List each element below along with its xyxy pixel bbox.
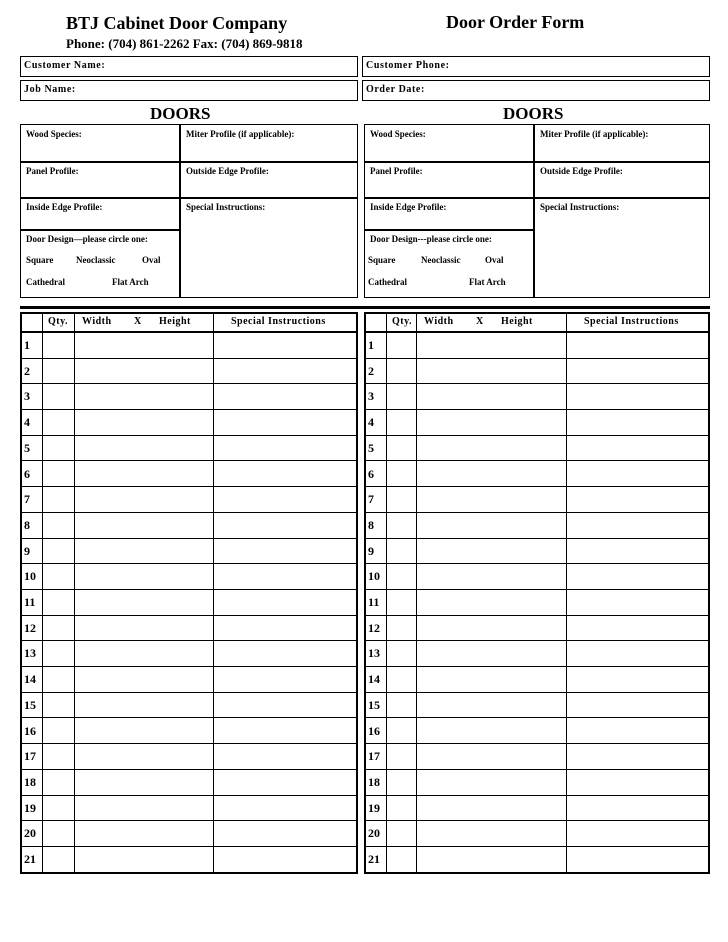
right-row-number: 3 bbox=[368, 389, 374, 404]
table-row[interactable] bbox=[366, 333, 708, 359]
left-special-instructions-field[interactable] bbox=[180, 198, 358, 298]
customer-phone-label: Customer Phone: bbox=[366, 60, 450, 71]
right-row-number: 11 bbox=[368, 595, 380, 609]
left-header-height: Height bbox=[159, 316, 191, 327]
right-header-width: Width bbox=[424, 316, 454, 327]
doors-heading-left: DOORS bbox=[150, 104, 211, 123]
right-row-number: 10 bbox=[368, 569, 380, 584]
right-row-number: 1 bbox=[368, 338, 374, 352]
order-table-left bbox=[20, 312, 358, 874]
right-header-x: X bbox=[476, 316, 484, 327]
table-row[interactable] bbox=[366, 693, 708, 719]
table-row[interactable] bbox=[366, 487, 708, 513]
left-row-number: 14 bbox=[24, 672, 36, 687]
right-option-flat-arch[interactable]: Flat Arch bbox=[469, 277, 506, 287]
left-option-neoclassic[interactable]: Neoclassic bbox=[76, 255, 116, 265]
company-contact: Phone: (704) 861-2262 Fax: (704) 869-9818 bbox=[66, 36, 303, 51]
right-wood-species-field[interactable] bbox=[364, 124, 534, 162]
right-inside-edge-field[interactable] bbox=[364, 198, 534, 230]
right-row-number: 4 bbox=[368, 415, 374, 430]
left-row-number: 19 bbox=[24, 800, 36, 815]
right-miter-profile-field[interactable] bbox=[534, 124, 710, 162]
company-name: BTJ Cabinet Door Company bbox=[66, 13, 288, 33]
right-row-number: 14 bbox=[368, 672, 380, 687]
right-row-number: 8 bbox=[368, 517, 374, 532]
left-inside-edge-label: Inside Edge Profile: bbox=[26, 202, 103, 212]
order-table-right bbox=[364, 312, 710, 874]
table-row[interactable] bbox=[366, 539, 708, 565]
right-door-design-box bbox=[364, 230, 534, 298]
customer-phone-field[interactable] bbox=[362, 56, 710, 77]
right-row-number: 16 bbox=[368, 723, 380, 738]
right-row-number: 2 bbox=[368, 363, 374, 378]
right-option-cathedral[interactable]: Cathedral bbox=[368, 277, 407, 287]
table-row[interactable] bbox=[366, 847, 708, 873]
table-row[interactable] bbox=[22, 641, 356, 667]
table-row[interactable] bbox=[22, 719, 356, 745]
right-row-number: 17 bbox=[368, 749, 380, 764]
table-row[interactable] bbox=[366, 513, 708, 539]
left-option-flat-arch[interactable]: Flat Arch bbox=[112, 277, 149, 287]
table-row[interactable] bbox=[22, 539, 356, 565]
table-row[interactable] bbox=[366, 770, 708, 796]
left-header-special: Special Instructions bbox=[231, 316, 326, 327]
job-name-field[interactable] bbox=[20, 80, 358, 101]
right-header-qty: Qty. bbox=[392, 316, 413, 327]
left-row-number: 16 bbox=[24, 723, 36, 738]
right-row-number: 21 bbox=[368, 852, 380, 866]
table-row[interactable] bbox=[366, 719, 708, 745]
right-row-number: 20 bbox=[368, 826, 380, 841]
table-row[interactable] bbox=[366, 384, 708, 410]
right-header-height: Height bbox=[501, 316, 533, 327]
right-option-square[interactable]: Square bbox=[368, 255, 396, 265]
left-option-square[interactable]: Square bbox=[26, 255, 54, 265]
table-row[interactable] bbox=[22, 384, 356, 410]
table-top-rule bbox=[20, 306, 710, 309]
right-outside-edge-label: Outside Edge Profile: bbox=[540, 166, 623, 176]
left-option-cathedral[interactable]: Cathedral bbox=[26, 277, 65, 287]
right-outside-edge-field[interactable] bbox=[534, 162, 710, 198]
table-row[interactable] bbox=[366, 564, 708, 590]
right-inside-edge-label: Inside Edge Profile: bbox=[370, 202, 447, 212]
table-row[interactable] bbox=[22, 796, 356, 822]
left-row-number: 13 bbox=[24, 646, 36, 661]
left-row-number: 9 bbox=[24, 543, 30, 558]
left-door-design-label: Door Design—please circle one: bbox=[26, 234, 148, 244]
left-row-number: 10 bbox=[24, 569, 36, 584]
form-title: Door Order Form bbox=[446, 12, 585, 32]
right-row-number: 5 bbox=[368, 440, 374, 455]
right-row-number: 6 bbox=[368, 466, 374, 481]
table-row[interactable] bbox=[366, 744, 708, 770]
left-row-number: 1 bbox=[24, 338, 30, 352]
table-row[interactable] bbox=[22, 590, 356, 616]
left-miter-profile-field[interactable] bbox=[180, 124, 358, 162]
table-row[interactable] bbox=[22, 487, 356, 513]
left-row-number: 4 bbox=[24, 415, 30, 430]
table-row[interactable] bbox=[22, 744, 356, 770]
left-row-number: 5 bbox=[24, 440, 30, 455]
right-panel-profile-field[interactable] bbox=[364, 162, 534, 198]
customer-name-label: Customer Name: bbox=[24, 60, 106, 71]
left-special-instructions-label: Special Instructions: bbox=[186, 202, 266, 212]
left-header-width: Width bbox=[82, 316, 112, 327]
right-row-number: 12 bbox=[368, 620, 380, 635]
left-wood-species-field[interactable] bbox=[20, 124, 180, 162]
table-row[interactable] bbox=[22, 564, 356, 590]
right-special-instructions-field[interactable] bbox=[534, 198, 710, 298]
left-header-qty: Qty. bbox=[48, 316, 69, 327]
table-row[interactable] bbox=[22, 333, 356, 359]
table-row[interactable] bbox=[22, 462, 356, 488]
right-panel-profile-label: Panel Profile: bbox=[370, 166, 423, 176]
order-date-label: Order Date: bbox=[366, 84, 425, 95]
left-panel-profile-field[interactable] bbox=[20, 162, 180, 198]
left-row-number: 7 bbox=[24, 492, 30, 507]
right-option-neoclassic[interactable]: Neoclassic bbox=[421, 255, 461, 265]
right-wood-species-label: Wood Species: bbox=[370, 129, 426, 139]
table-row[interactable] bbox=[366, 410, 708, 436]
table-row[interactable] bbox=[22, 410, 356, 436]
table-row[interactable] bbox=[22, 770, 356, 796]
right-row-number: 9 bbox=[368, 543, 374, 558]
table-row[interactable] bbox=[366, 590, 708, 616]
job-name-label: Job Name: bbox=[24, 84, 76, 95]
left-row-number: 15 bbox=[24, 697, 36, 712]
left-row-number: 17 bbox=[24, 749, 36, 764]
table-row[interactable] bbox=[22, 847, 356, 873]
left-panel-profile-label: Panel Profile: bbox=[26, 166, 79, 176]
table-row[interactable] bbox=[366, 436, 708, 462]
left-row-number: 8 bbox=[24, 517, 30, 532]
table-row[interactable] bbox=[366, 359, 708, 385]
table-row[interactable] bbox=[22, 667, 356, 693]
left-outside-edge-label: Outside Edge Profile: bbox=[186, 166, 269, 176]
left-outside-edge-field[interactable] bbox=[180, 162, 358, 198]
table-row[interactable] bbox=[366, 462, 708, 488]
left-header-x: X bbox=[134, 316, 142, 327]
left-row-number: 3 bbox=[24, 389, 30, 404]
right-row-number: 18 bbox=[368, 774, 380, 789]
order-date-field[interactable] bbox=[362, 80, 710, 101]
left-inside-edge-field[interactable] bbox=[20, 198, 180, 230]
right-row-number: 13 bbox=[368, 646, 380, 661]
right-header-special: Special Instructions bbox=[584, 316, 679, 327]
table-row[interactable] bbox=[366, 821, 708, 847]
left-row-number: 6 bbox=[24, 466, 30, 481]
table-row[interactable] bbox=[22, 513, 356, 539]
left-wood-species-label: Wood Species: bbox=[26, 129, 82, 139]
table-row[interactable] bbox=[366, 796, 708, 822]
left-row-number: 21 bbox=[24, 852, 36, 866]
right-special-instructions-label: Special Instructions: bbox=[540, 202, 620, 212]
left-row-number: 12 bbox=[24, 620, 36, 635]
customer-name-field[interactable] bbox=[20, 56, 358, 77]
table-row[interactable] bbox=[22, 436, 356, 462]
right-row-number: 19 bbox=[368, 800, 380, 815]
right-row-number: 7 bbox=[368, 492, 374, 507]
table-row[interactable] bbox=[22, 693, 356, 719]
left-row-number: 2 bbox=[24, 363, 30, 378]
table-row[interactable] bbox=[366, 616, 708, 642]
table-row[interactable] bbox=[22, 821, 356, 847]
table-row[interactable] bbox=[366, 667, 708, 693]
right-option-oval[interactable]: Oval bbox=[485, 255, 504, 265]
left-door-design-box bbox=[20, 230, 180, 298]
doors-heading-right: DOORS bbox=[503, 104, 564, 123]
left-row-number: 18 bbox=[24, 774, 36, 789]
table-row[interactable] bbox=[22, 616, 356, 642]
right-miter-profile-label: Miter Profile (if applicable): bbox=[540, 129, 649, 139]
left-miter-profile-label: Miter Profile (if applicable): bbox=[186, 129, 295, 139]
right-door-design-label: Door Design---please circle one: bbox=[370, 234, 492, 244]
left-row-number: 11 bbox=[24, 595, 36, 609]
left-row-number: 20 bbox=[24, 826, 36, 841]
right-row-number: 15 bbox=[368, 697, 380, 712]
left-option-oval[interactable]: Oval bbox=[142, 255, 161, 265]
table-row[interactable] bbox=[366, 641, 708, 667]
table-row[interactable] bbox=[22, 359, 356, 385]
